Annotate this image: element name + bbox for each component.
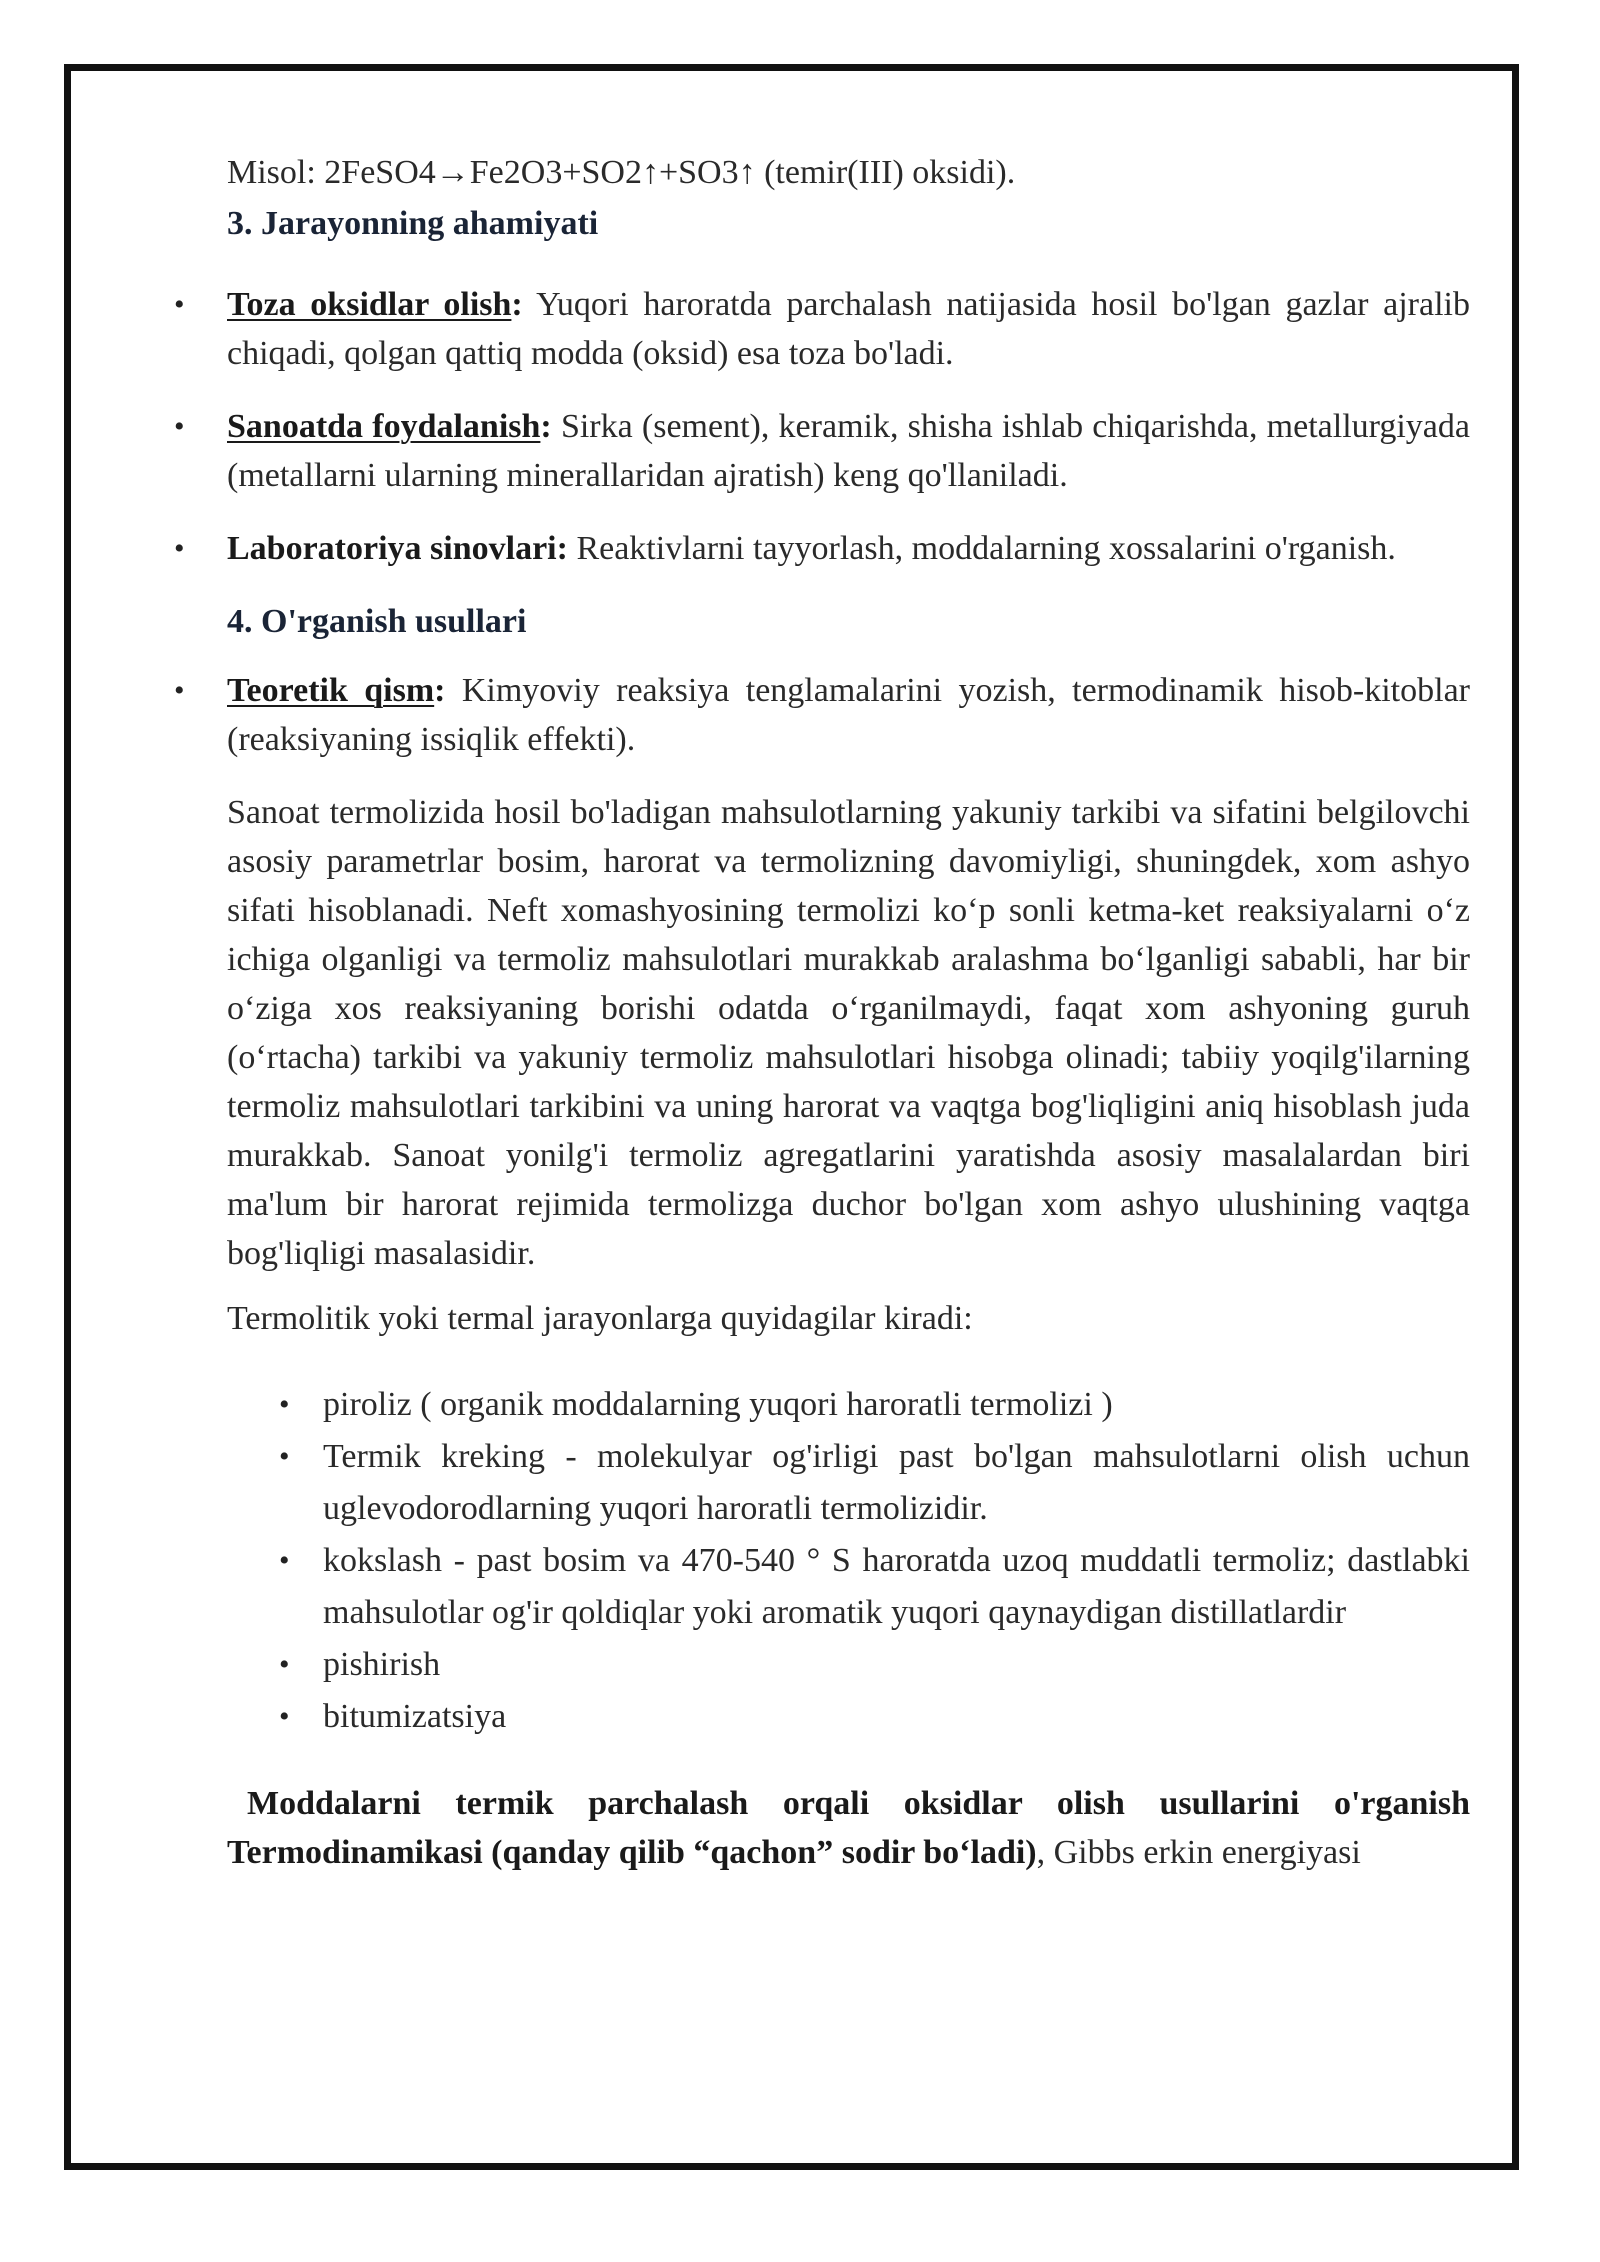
bullet-text: Kimyoviy reaksiya tenglamalarini yozish, termodinamik hisob-kitoblar (reaksiyaning issiqlik effekti).	[227, 672, 1470, 758]
example-equation: Misol: 2FeSO4→Fe2O3+SO2↑+SO3↑ (temir(III) oksidi).	[227, 154, 1016, 191]
list-item	[227, 524, 1470, 573]
section-4-list	[227, 666, 1470, 764]
bullet-term: Toza oksidlar olish	[227, 286, 512, 323]
bullet-term: Sanoatda foydalanish	[227, 408, 541, 445]
bullet-text: Sirka (sement), keramik, shisha ishlab chiqarishda, metallurgiyada (metallarni ularning minerallaridan ajratish) keng qo'llaniladi.	[227, 408, 1470, 494]
bullet-term: Teoretik qism	[227, 672, 435, 709]
list-item: • piroliz ( organik moddalarning yuqori haroratli termolizi )	[323, 1379, 1470, 1431]
list-item: • pishirish	[323, 1639, 1470, 1691]
bullet-text: Yuqori haroratda parchalash natijasida hosil bo'lgan gazlar ajralib chiqadi, qolgan qattiq modda (oksid) esa toza bo'ladi.	[227, 286, 1470, 372]
list-item: • kokslash - past bosim va 470-540 ° S haroratda uzoq muddatli termoliz; dastlabki mahsulotlar og'ir qoldiqlar yoki aromatik yuqori qaynaydigan distillatlardir	[323, 1535, 1470, 1639]
document-body	[227, 148, 1470, 1877]
bullet-term: Laboratoriya sinovlari:	[227, 530, 568, 567]
closing-bold-text: Moddalarni termik parchalash orqali oksidlar olish usullarini o'rganish Termodinamikasi (qanday qilib “qachon” sodir bo‘ladi)	[227, 1785, 1470, 1871]
section-3-heading: 3. Jarayonning ahamiyati	[227, 205, 599, 242]
closing-paragraph	[227, 1779, 1470, 1877]
body-paragraph: Sanoat termolizida hosil bo'ladigan mahsulotlarning yakuniy tarkibi va sifatini belgilovchi asosiy parametrlar bosim, harorat va termolizning davomiyligi, shuningdek, xom ashyo sifati hisoblanadi. Neft xomashyosining termolizi ko‘p sonli ketma-ket reaksiyalarni o‘z ichiga olganligi va termoliz mahsulotlari murakkab aralashma bo‘lganligi sababli, har bir o‘ziga xos reaksiyaning borishi odatda o‘rganilmaydi, faqat xom ashyoning guruh (o‘rtacha) tarkibi va yakuniy termoliz mahsulotlari hisobga olinadi; tabiiy yoqilg'ilarning termoliz mahsulotlari tarkibini va uning harorat va vaqtga bog'liqligini aniq hisoblash juda murakkab. Sanoat yonilg'i termoliz agregatlarini yaratishda asosiy masalalardan biri ma'lum bir harorat rejimida termolizga duchor bo'lgan xom ashyo ulushining vaqtga bog'liqligi masalasidir.	[227, 794, 1470, 1272]
process-list	[227, 1379, 1470, 1743]
section-4-heading: 4. O'rganish usullari	[227, 603, 527, 640]
section-3-list	[227, 280, 1470, 573]
list-item: • Teoretik qism: Kimyoviy reaksiya tenglamalarini yozish, termodinamik hisob-kitoblar (reaksiyaning issiqlik effekti).	[227, 666, 1470, 764]
bullet-text: Reaktivlarni tayyorlash, moddalarning xossalarini o'rganish.	[567, 530, 1396, 567]
closing-regular-text: , Gibbs erkin energiyasi	[1036, 1834, 1361, 1871]
list-item: • Termik kreking - molekulyar og'irligi past bo'lgan mahsulotlarni olish uchun uglevodorodlarning yuqori haroratli termolizidir.	[323, 1431, 1470, 1535]
list-item: • bitumizatsiya	[323, 1691, 1470, 1743]
list-item: • Toza oksidlar olish: Yuqori haroratda parchalash natijasida hosil bo'lgan gazlar ajralib chiqadi, qolgan qattiq modda (oksid) esa toza bo'ladi.	[227, 280, 1470, 378]
list-item: • Sanoatda foydalanish: Sirka (sement), keramik, shisha ishlab chiqarishda, metallurgiyada (metallarni ularning minerallaridan ajratish) keng qo'llaniladi.	[227, 402, 1470, 500]
body-paragraph: Termolitik yoki termal jarayonlarga quyidagilar kiradi:	[227, 1300, 973, 1337]
